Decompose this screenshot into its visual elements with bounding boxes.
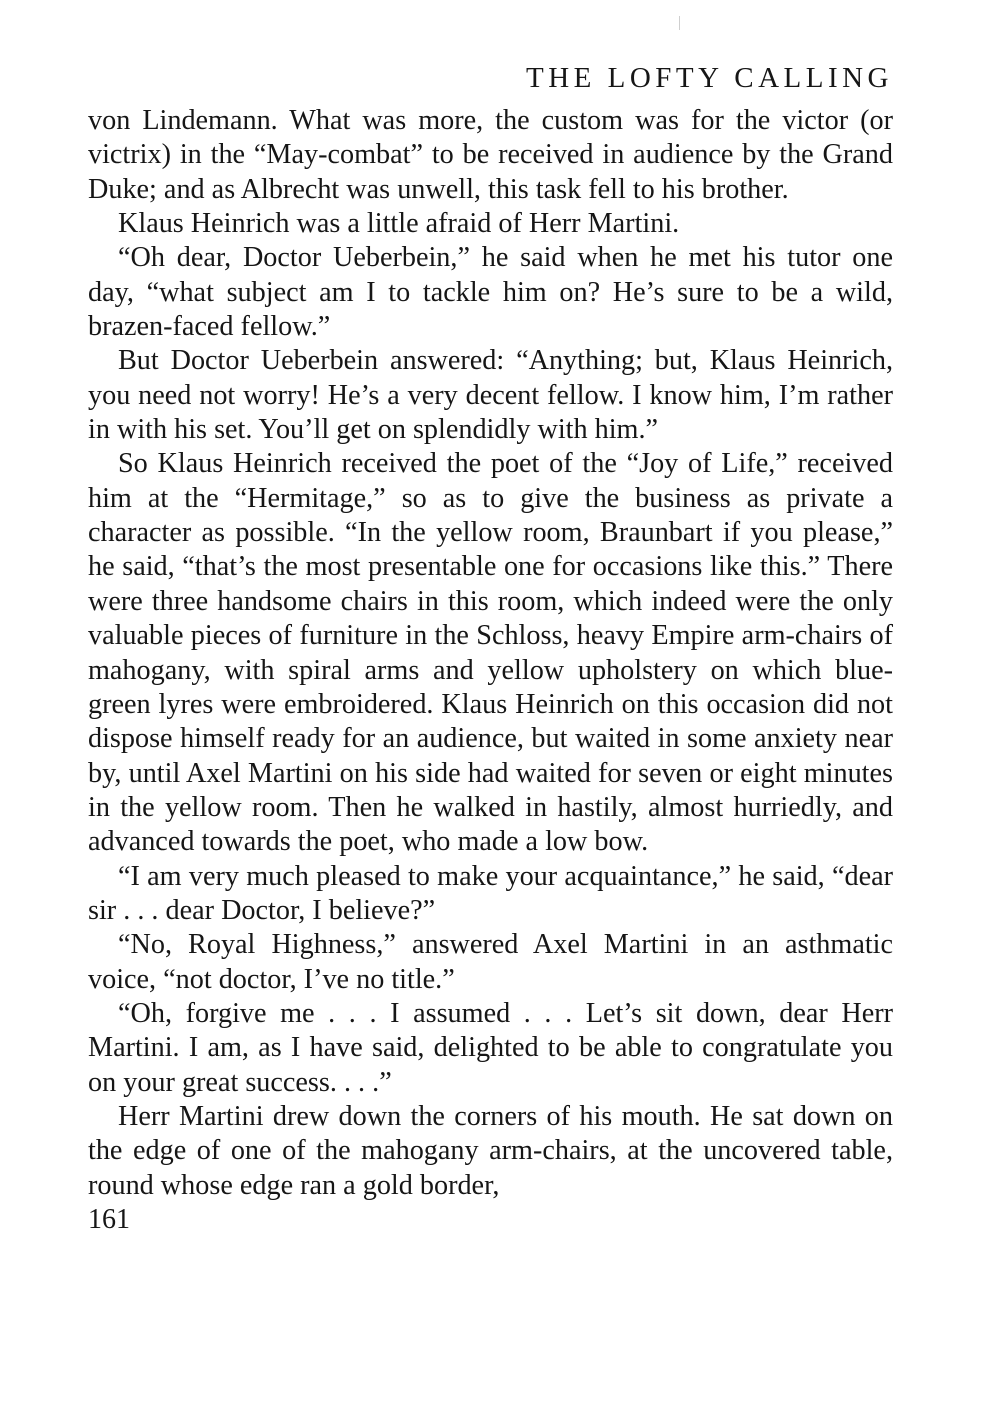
paragraph: Klaus Heinrich was a little afraid of Herr Martini.: [118, 208, 680, 240]
book-page: [88, 58, 893, 1237]
paragraph: “Oh, forgive me . . . I assumed . . . Let’s sit down, dear Herr Martini. I am, as I have said, delighted to be able to congratulate you on your great success. . . .”: [88, 997, 893, 1098]
page-number: 161: [88, 1204, 130, 1235]
paragraph: von Lindemann. What was more, the custom was for the victor (or victrix) in the “May-combat” to be received in audience by the Grand Duke; and as Albrecht was unwell, this task fell to his brother.: [88, 105, 893, 205]
paragraph: But Doctor Ueberbein answered: “Anything; but, Klaus Heinrich, you need not worry! He’s a very decent fellow. I know him, I’m rather in with his set. You’ll get on splendidly with him.”: [88, 345, 893, 446]
body-text: [88, 104, 893, 1203]
paragraph: “No, Royal Highness,” answered Axel Martini in an asthmatic voice, “not doctor, I’ve no title.”: [88, 929, 893, 995]
paragraph: Herr Martini drew down the corners of his mouth. He sat down on the edge of one of the mahogany arm-chairs, at the uncovered table, round whose edge ran a gold border,: [88, 1100, 893, 1201]
paragraph: So Klaus Heinrich received the poet of the “Joy of Life,” received him at the “Hermitage,” so as to give the business as private a character as possible. “In the yellow room, Braunbart if you please,” he said, “that’s the most presentable one for occasions like this.” There were three handsome chairs in this room, which indeed were the only valuable pieces of furniture in the Schloss, heavy Empire arm-chairs of mahogany, with spiral arms and yellow upholstery on which blue-green lyres were embroidered. Klaus Heinrich on this occasion did not dispose himself ready for an audience, but waited in some anxiety near by, until Axel Martini on his side had waited for seven or eight minutes in the yellow room. Then he walked in hastily, almost hurriedly, and advanced towards the poet, who made a low bow.: [88, 448, 893, 858]
paragraph: “Oh dear, Doctor Ueberbein,” he said when he met his tutor one day, “what subject am I to tackle him on? He’s sure to be a wild, brazen-faced fellow.”: [88, 242, 893, 343]
paragraph: “I am very much pleased to make your acquaintance,” he said, “dear sir . . . dear Doctor, I believe?”: [88, 860, 893, 926]
scan-mark: [679, 16, 680, 30]
running-head: THE LOFTY CALLING: [526, 62, 893, 94]
